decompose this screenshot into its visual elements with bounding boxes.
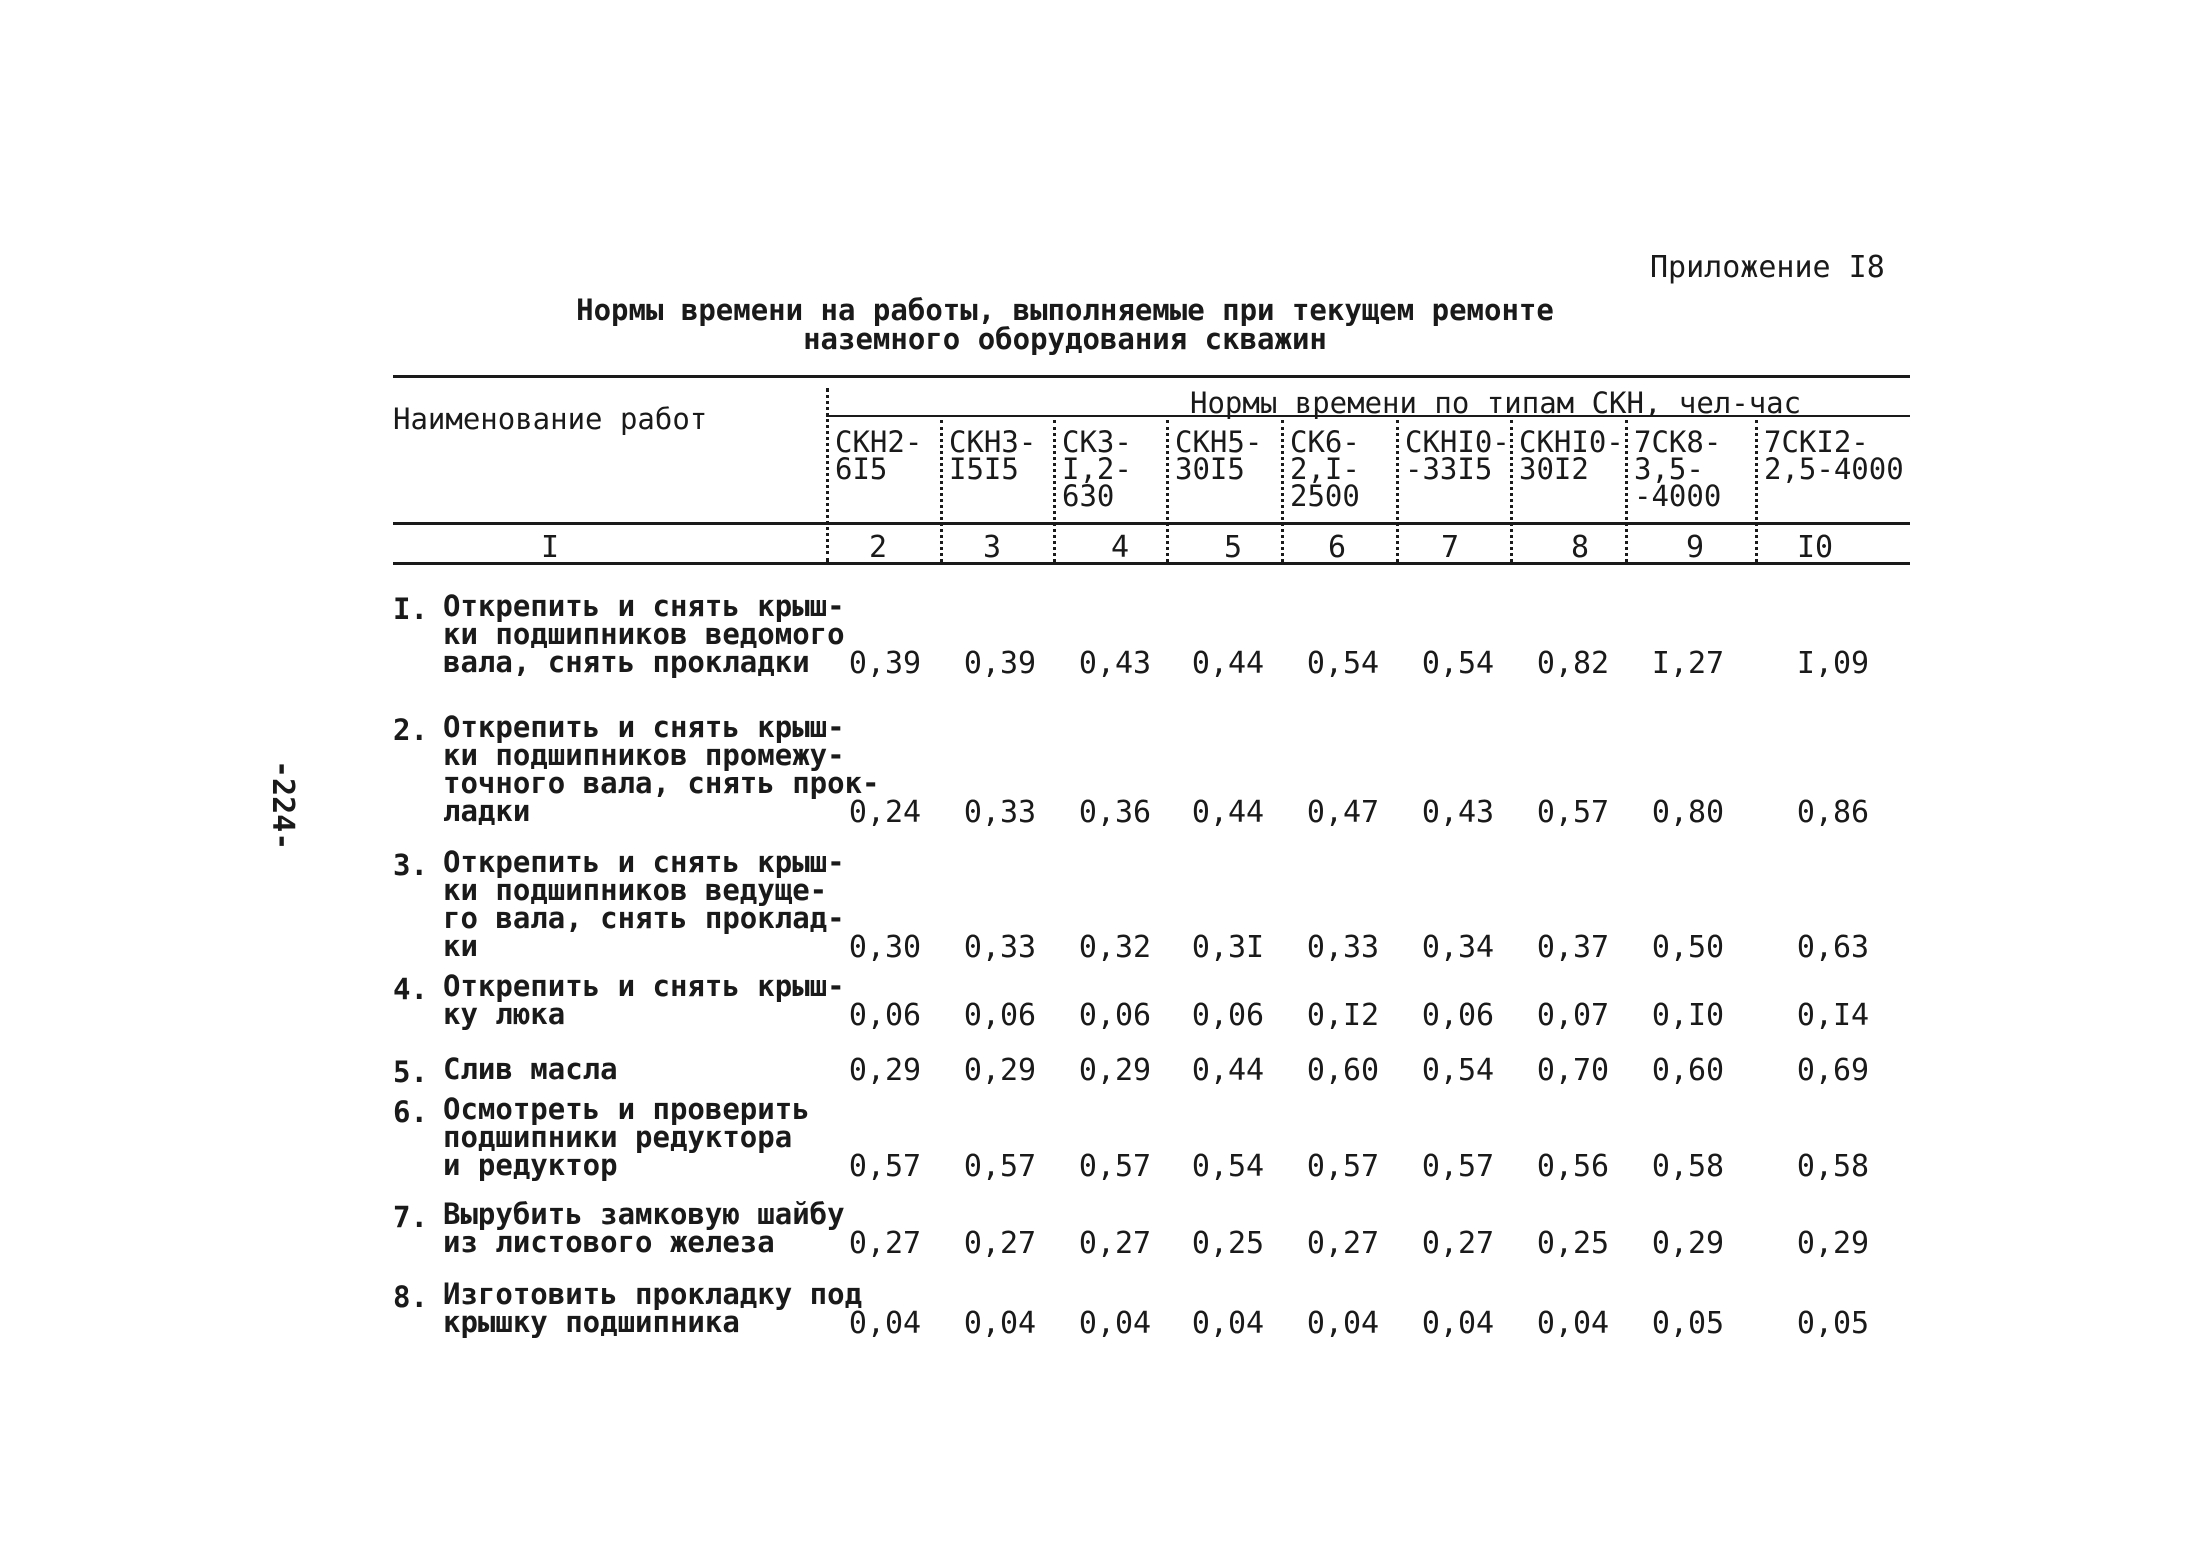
column-header: 7СК8- — [1634, 425, 1722, 459]
time-norm-value: 0,57 — [848, 1149, 922, 1184]
work-description-line: ку люка — [443, 997, 566, 1031]
table-top-rule — [393, 375, 1910, 378]
work-description-line: точного вала, снять прок- — [443, 766, 880, 800]
time-norm-value: 0,27 — [1078, 1226, 1152, 1261]
column-header: СК3- — [1062, 425, 1132, 459]
time-norm-value: 0,44 — [1191, 795, 1265, 830]
time-norm-value: 0,29 — [1078, 1053, 1152, 1088]
column-header: 30I5 — [1175, 452, 1245, 486]
column-header: 30I2 — [1519, 452, 1589, 486]
work-description-line: го вала, снять проклад- — [443, 901, 845, 935]
row-number: I. — [393, 592, 428, 626]
time-norm-value: 0,06 — [1191, 998, 1265, 1033]
time-norm-value: 0,43 — [1421, 795, 1495, 830]
time-norm-value: 0,44 — [1191, 646, 1265, 681]
time-norm-value: 0,27 — [1421, 1226, 1495, 1261]
time-norm-value: 0,04 — [1536, 1306, 1610, 1341]
time-norm-value: 0,27 — [1306, 1226, 1380, 1261]
time-norm-value: 0,37 — [1536, 930, 1610, 965]
time-norm-value: 0,34 — [1421, 930, 1495, 965]
time-norm-value: 0,06 — [1421, 998, 1495, 1033]
time-norm-value: 0,33 — [963, 795, 1037, 830]
time-norm-value: 0,30 — [848, 930, 922, 965]
work-description-line: ки подшипников ведомого — [443, 617, 845, 651]
time-norm-value: 0,04 — [848, 1306, 922, 1341]
time-norm-value: 0,04 — [1306, 1306, 1380, 1341]
time-norm-value: 0,57 — [1536, 795, 1610, 830]
time-norm-value: 0,04 — [963, 1306, 1037, 1341]
time-norm-value: 0,50 — [1651, 930, 1725, 965]
column-header: -4000 — [1634, 479, 1722, 513]
header-bottom-rule — [393, 522, 1910, 525]
header-separator — [1166, 420, 1169, 562]
column-number: 4 — [1110, 530, 1130, 565]
time-norm-value: 0,56 — [1536, 1149, 1610, 1184]
column-number: 8 — [1570, 530, 1590, 565]
work-description-line: ки подшипников промежу- — [443, 738, 845, 772]
document-title-line-1: Нормы времени на работы, выполняемые при текущем ремонте — [576, 293, 1554, 327]
row-number: 4. — [393, 972, 428, 1006]
time-norm-value: 0,54 — [1191, 1149, 1265, 1184]
time-norm-value: 0,54 — [1306, 646, 1380, 681]
row-number: 2. — [393, 713, 428, 747]
column-number: 5 — [1223, 530, 1243, 565]
time-norm-value: 0,3I — [1191, 930, 1265, 965]
header-separator — [1396, 420, 1399, 562]
time-norm-value: 0,06 — [1078, 998, 1152, 1033]
row-number: 3. — [393, 848, 428, 882]
work-description-line: Открепить и снять крыш- — [443, 710, 845, 744]
column-header: 3,5- — [1634, 452, 1704, 486]
column-number: 6 — [1327, 530, 1347, 565]
column-number: I0 — [1796, 530, 1834, 565]
page-number: -224- — [265, 760, 300, 851]
work-description-line: Открепить и снять крыш- — [443, 589, 845, 623]
column-number: 9 — [1685, 530, 1705, 565]
column-header: I5I5 — [949, 452, 1019, 486]
time-norm-value: 0,32 — [1078, 930, 1152, 965]
work-description-line: Осмотреть и проверить — [443, 1092, 810, 1126]
column-header: 6I5 — [835, 452, 888, 486]
time-norm-value: 0,04 — [1191, 1306, 1265, 1341]
column-header: 7СКI2- — [1764, 425, 1869, 459]
time-norm-value: 0,25 — [1536, 1226, 1610, 1261]
column-header: 2500 — [1290, 479, 1360, 513]
time-norm-value: 0,I0 — [1651, 998, 1725, 1033]
work-description-line: Слив масла — [443, 1052, 618, 1086]
work-description-line: вала, снять прокладки — [443, 645, 810, 679]
work-description-line: ки — [443, 929, 478, 963]
header-separator — [1053, 420, 1056, 562]
row-number: 7. — [393, 1200, 428, 1234]
time-norm-value: 0,86 — [1796, 795, 1870, 830]
time-norm-value: 0,33 — [963, 930, 1037, 965]
column-header: 2,I- — [1290, 452, 1360, 486]
column-number: 2 — [868, 530, 888, 565]
work-description-line: Вырубить замковую шайбу — [443, 1197, 845, 1231]
column-header: 630 — [1062, 479, 1115, 513]
column-number: I — [540, 530, 560, 565]
header-separator — [1281, 420, 1284, 562]
row-number: 6. — [393, 1095, 428, 1129]
time-norm-value: 0,05 — [1796, 1306, 1870, 1341]
time-norm-value: 0,60 — [1651, 1053, 1725, 1088]
column-header: СКНI0- — [1405, 425, 1510, 459]
column-header: СКН5- — [1175, 425, 1263, 459]
time-norm-value: 0,58 — [1651, 1149, 1725, 1184]
column-number: 3 — [982, 530, 1002, 565]
time-norm-value: 0,44 — [1191, 1053, 1265, 1088]
column-header: СКН3- — [949, 425, 1037, 459]
column-number: 7 — [1440, 530, 1460, 565]
time-norm-value: 0,82 — [1536, 646, 1610, 681]
time-norm-value: 0,07 — [1536, 998, 1610, 1033]
time-norm-value: 0,25 — [1191, 1226, 1265, 1261]
time-norm-value: 0,06 — [848, 998, 922, 1033]
time-norm-value: I,09 — [1796, 646, 1870, 681]
time-norm-value: 0,70 — [1536, 1053, 1610, 1088]
time-norm-value: 0,69 — [1796, 1053, 1870, 1088]
work-description-line: ки подшипников ведуще- — [443, 873, 828, 907]
appendix-label: Приложение I8 — [1650, 250, 1885, 285]
time-norm-value: 0,06 — [963, 998, 1037, 1033]
time-norm-value: 0,57 — [963, 1149, 1037, 1184]
time-norm-value: 0,39 — [848, 646, 922, 681]
time-norm-value: 0,I4 — [1796, 998, 1870, 1033]
time-norm-value: 0,33 — [1306, 930, 1380, 965]
time-norm-value: 0,29 — [848, 1053, 922, 1088]
column-header: СК6- — [1290, 425, 1360, 459]
header-separator — [1510, 420, 1513, 562]
time-norm-value: 0,60 — [1306, 1053, 1380, 1088]
time-norm-value: 0,43 — [1078, 646, 1152, 681]
column-header: СКН2- — [835, 425, 923, 459]
header-separator — [1625, 420, 1628, 562]
work-description-line: крышку подшипника — [443, 1305, 740, 1339]
header-norms: Нормы времени по типам СКН, чел-час — [1190, 386, 1802, 420]
header-work-name: Наименование работ — [393, 402, 708, 436]
time-norm-value: 0,57 — [1421, 1149, 1495, 1184]
time-norm-value: 0,29 — [963, 1053, 1037, 1088]
time-norm-value: 0,27 — [963, 1226, 1037, 1261]
document-title-line-2: наземного оборудования скважин — [803, 322, 1327, 356]
time-norm-value: 0,05 — [1651, 1306, 1725, 1341]
row-number: 8. — [393, 1280, 428, 1314]
work-description-line: и редуктор — [443, 1148, 618, 1182]
time-norm-value: 0,24 — [848, 795, 922, 830]
header-separator — [826, 388, 829, 562]
time-norm-value: 0,I2 — [1306, 998, 1380, 1033]
time-norm-value: 0,63 — [1796, 930, 1870, 965]
time-norm-value: 0,57 — [1078, 1149, 1152, 1184]
column-header: 2,5-4000 — [1764, 452, 1904, 486]
work-description-line: ладки — [443, 794, 531, 828]
time-norm-value: 0,80 — [1651, 795, 1725, 830]
column-header: I,2- — [1062, 452, 1132, 486]
time-norm-value: 0,36 — [1078, 795, 1152, 830]
time-norm-value: 0,58 — [1796, 1149, 1870, 1184]
time-norm-value: 0,04 — [1421, 1306, 1495, 1341]
time-norm-value: 0,57 — [1306, 1149, 1380, 1184]
column-header: СКНI0- — [1519, 425, 1624, 459]
time-norm-value: 0,54 — [1421, 646, 1495, 681]
work-description-line: Открепить и снять крыш- — [443, 969, 845, 1003]
time-norm-value: I,27 — [1651, 646, 1725, 681]
column-header: -33I5 — [1405, 452, 1493, 486]
time-norm-value: 0,54 — [1421, 1053, 1495, 1088]
work-description-line: подшипники редуктора — [443, 1120, 793, 1154]
work-description-line: из листового железа — [443, 1225, 775, 1259]
time-norm-value: 0,47 — [1306, 795, 1380, 830]
time-norm-value: 0,04 — [1078, 1306, 1152, 1341]
work-description-line: Изготовить прокладку под — [443, 1277, 863, 1311]
time-norm-value: 0,29 — [1651, 1226, 1725, 1261]
time-norm-value: 0,39 — [963, 646, 1037, 681]
time-norm-value: 0,27 — [848, 1226, 922, 1261]
time-norm-value: 0,29 — [1796, 1226, 1870, 1261]
header-separator — [1755, 420, 1758, 562]
header-separator — [940, 420, 943, 562]
row-number: 5. — [393, 1055, 428, 1089]
work-description-line: Открепить и снять крыш- — [443, 845, 845, 879]
